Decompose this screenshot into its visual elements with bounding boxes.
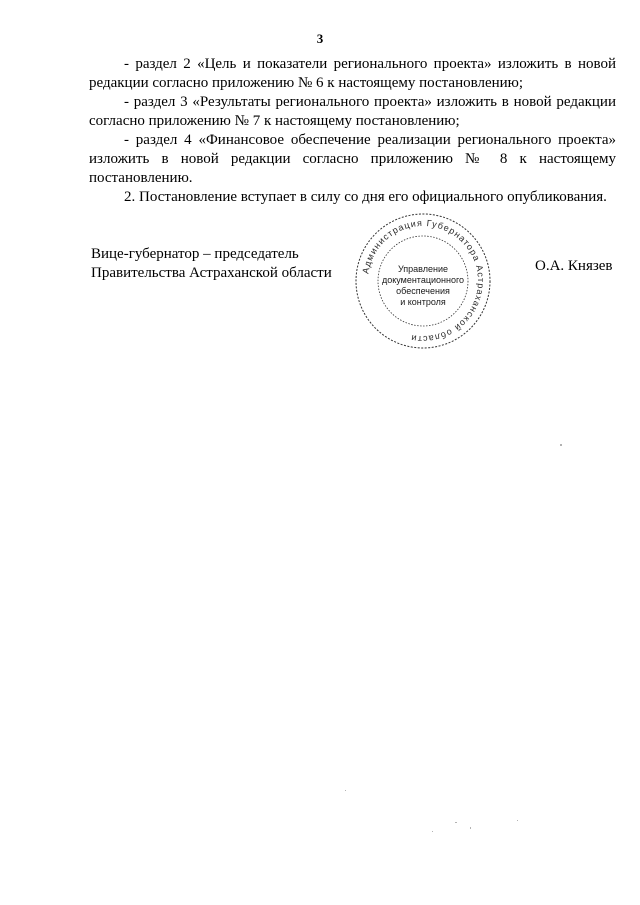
signer-title xyxy=(91,245,332,283)
signer-name: О.А. Князев xyxy=(535,258,613,274)
scan-speck xyxy=(455,822,457,823)
scan-speck xyxy=(560,444,562,446)
paragraph-section-2: - раздел 2 «Цель и показатели регионального проекта» изложить в новой редакции согласно приложению № 6 к настоящему постановлению; xyxy=(89,56,616,91)
page-number: 3 xyxy=(316,31,324,46)
stamp-center-text xyxy=(353,264,493,308)
scan-speck xyxy=(517,820,518,821)
official-stamp xyxy=(353,211,493,351)
signer-title-line-2: Правительства Астраханской области xyxy=(91,265,332,281)
paragraph-section-4: - раздел 4 «Финансовое обеспечение реализации регионального проекта» изложить в новой редакции согласно приложению № 8 к настоящему постановлению. xyxy=(89,132,616,186)
stamp-center-line-4: и контроля xyxy=(400,297,446,307)
scan-speck xyxy=(345,790,346,791)
document-body xyxy=(89,55,616,207)
stamp-center-line-1: Управление xyxy=(397,264,449,274)
stamp-ring-text: Администрация Губернатора Астраханской области xyxy=(360,217,487,345)
paragraph-section-3: - раздел 3 «Результаты регионального проекта» изложить в новой редакции согласно приложению № 7 к настоящему постановлению; xyxy=(89,94,616,129)
signer-title-line-1: Вице-губернатор – председатель xyxy=(91,246,299,262)
scan-speck xyxy=(470,827,471,829)
stamp-center-line-2: документационного xyxy=(381,275,465,285)
stamp-center-line-3: обеспечения xyxy=(396,286,450,296)
scan-speck xyxy=(432,831,433,832)
paragraph-effective-date: 2. Постановление вступает в силу со дня его официального опубликования. xyxy=(124,189,607,205)
